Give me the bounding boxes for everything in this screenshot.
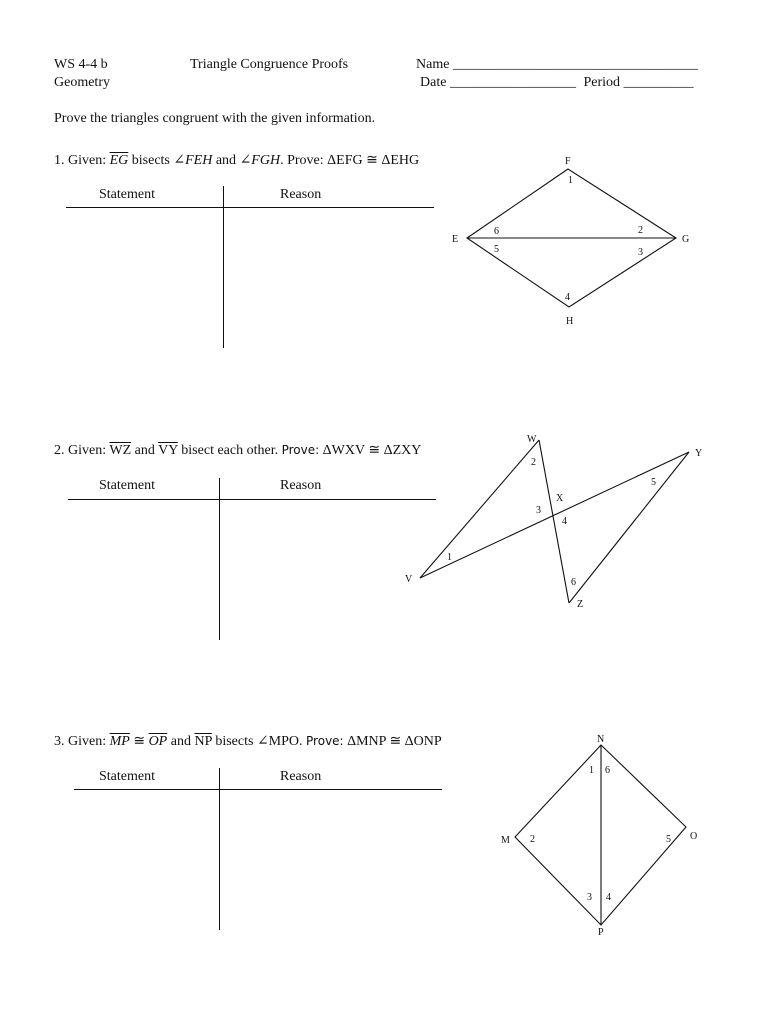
angle-feh: ∠FEH: [173, 153, 213, 168]
date-blank: __________________: [449, 75, 576, 90]
angle-label: 6: [571, 577, 576, 588]
name-label: Name: [416, 57, 450, 72]
segment-mp: $\overline{MP}$: [109, 734, 130, 749]
proof-table-rule: [68, 499, 436, 500]
angle-label: 1: [589, 765, 594, 776]
segment-np: $\overline{NP}$: [194, 734, 212, 749]
period-blank: __________: [623, 75, 694, 90]
statement-column[interactable]: [74, 792, 218, 928]
vertex-label: Y: [695, 448, 703, 459]
angle-label: 3: [638, 247, 643, 258]
vertex-label: G: [682, 234, 690, 245]
angle-label: 5: [666, 834, 671, 845]
prove-statement: ΔMNP ≅ ΔONP: [347, 734, 442, 749]
proof-table-divider: [219, 768, 220, 930]
vertex-label: M: [501, 835, 510, 846]
vertex-label: N: [597, 734, 605, 745]
proof-table-divider: [219, 478, 220, 640]
vertex-label: Z: [577, 599, 584, 610]
vertex-label: P: [598, 927, 604, 938]
reason-column[interactable]: [225, 210, 433, 346]
period-label: Period: [583, 75, 620, 90]
angle-label: 4: [562, 516, 567, 527]
problem-3-given: 3. Given: $\overline{MP}$ ≅ $\overline{OP}$ and $\overline{NP}$ bisects ∠MPO. Prove: ΔMNP ≅ ΔONP: [54, 734, 442, 749]
statement-header: Statement: [99, 187, 155, 202]
statement-header: Statement: [99, 478, 155, 493]
statement-header: Statement: [99, 769, 155, 784]
diagram-3: [490, 728, 720, 943]
name-field[interactable]: [416, 57, 698, 73]
prove-label: Prove:: [306, 734, 344, 748]
date-field[interactable]: [420, 75, 694, 91]
vertex-label: F: [565, 156, 571, 167]
name-blank: ___________________________________: [452, 57, 698, 72]
vertex-label: W: [527, 434, 537, 445]
segment-vy-line: [420, 452, 689, 578]
proof-table-rule: [74, 789, 442, 790]
segment-wv: [420, 440, 539, 578]
segment-eg: $\overline{EG}$: [109, 153, 129, 168]
angle-label: 3: [536, 505, 541, 516]
vertex-label: H: [566, 316, 574, 327]
angle-label: 2: [638, 225, 643, 236]
segment-yz: [569, 452, 689, 603]
date-label: Date: [420, 75, 447, 90]
problem-1-given: 1. Given: $\overline{EG}$ bisects ∠FEH and ∠FGH. Prove: ΔEFG ≅ ΔEHG: [54, 153, 420, 168]
angle-label: 6: [494, 226, 499, 237]
angle-label: 4: [606, 892, 611, 903]
prove-label: Prove:: [281, 443, 320, 457]
worksheet-title: Triangle Congruence Proofs: [190, 57, 349, 72]
diagram-1: [440, 150, 700, 330]
reason-header: Reason: [280, 769, 322, 784]
vertex-label: O: [690, 831, 698, 842]
prove-statement: ΔWXV ≅ ΔZXY: [322, 443, 422, 458]
angle-label: 5: [651, 477, 656, 488]
course-name: Geometry: [54, 75, 110, 90]
angle-label: 3: [587, 892, 592, 903]
vertex-label: X: [556, 493, 564, 504]
statement-column[interactable]: [68, 502, 218, 638]
angle-label: 1: [568, 175, 573, 186]
proof-table-rule: [66, 207, 434, 208]
problem-2-given: 2. Given: $\overline{WZ}$ and $\overline{VY}$ bisect each other. Prove: ΔWXV ≅ ΔZXY: [54, 443, 422, 458]
proof-table-divider: [223, 186, 224, 348]
angle-label: 2: [531, 457, 536, 468]
angle-label: 1: [447, 552, 452, 563]
segment-vy: $\overline{VY}$: [158, 443, 178, 458]
angle-label: 2: [530, 834, 535, 845]
reason-header: Reason: [280, 187, 322, 202]
reason-column[interactable]: [221, 792, 441, 928]
worksheet-id: WS 4-4 b: [54, 57, 108, 72]
vertex-label: V: [405, 574, 413, 585]
segment-wz: $\overline{WZ}$: [109, 443, 132, 458]
prove-statement: ΔEFG ≅ ΔEHG: [327, 153, 420, 168]
segment-op: $\overline{OP}$: [148, 734, 168, 749]
angle-label: 5: [494, 244, 499, 255]
angle-label: 6: [605, 765, 610, 776]
instructions: Prove the triangles congruent with the given information.: [54, 111, 376, 126]
reason-header: Reason: [280, 478, 322, 493]
angle-label: 4: [565, 292, 570, 303]
statement-column[interactable]: [66, 210, 222, 346]
vertex-label: E: [452, 234, 459, 245]
diagram-2: [395, 430, 715, 615]
angle-fgh: ∠FGH: [239, 153, 281, 168]
